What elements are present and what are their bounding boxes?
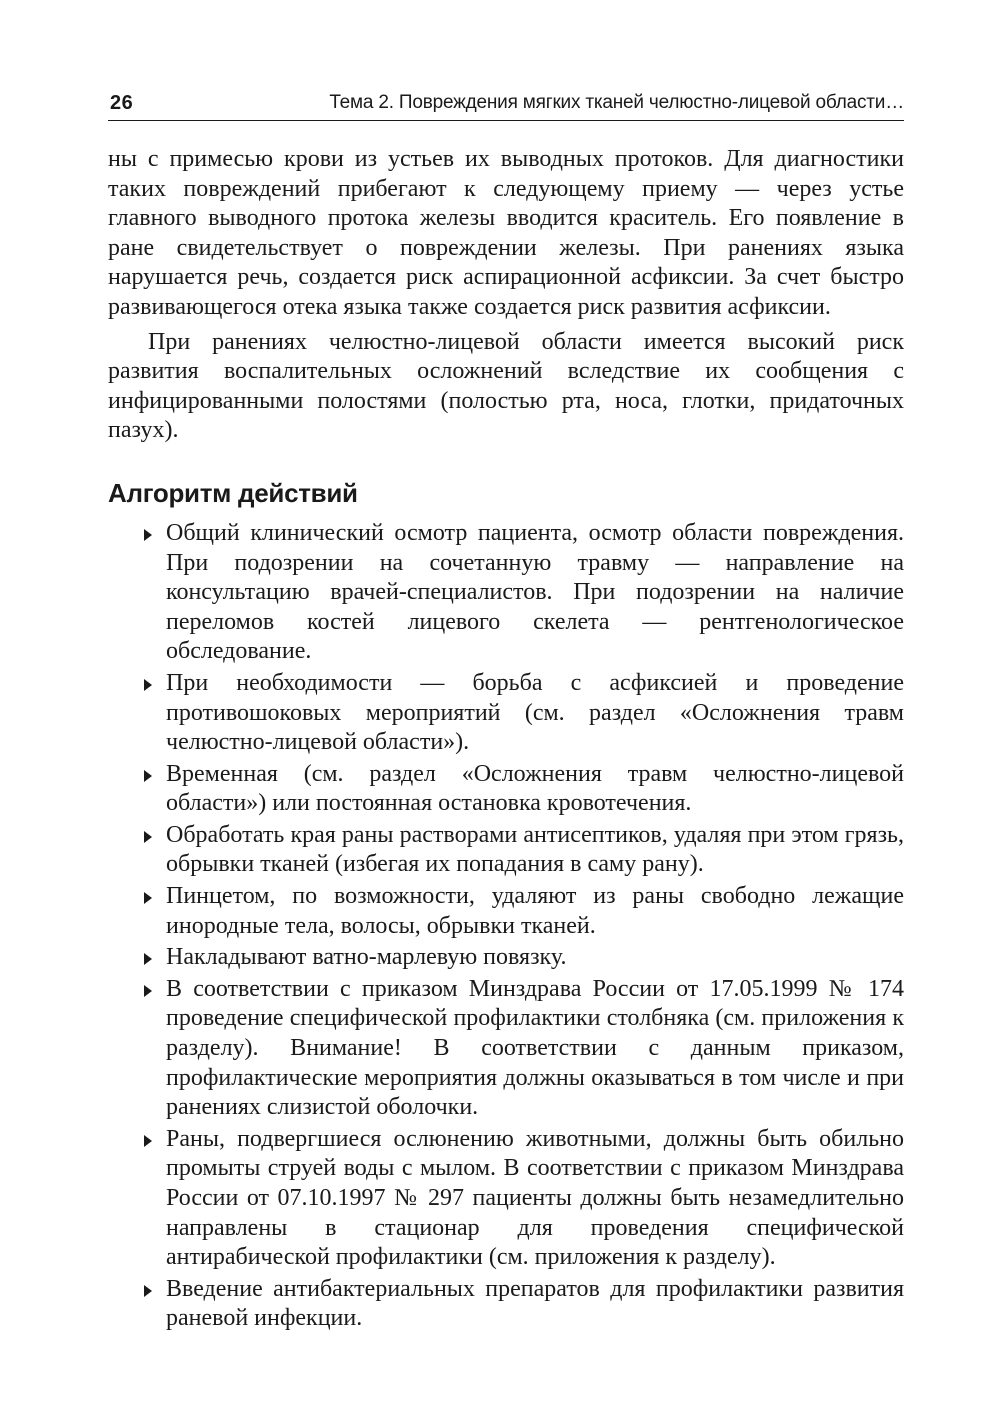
triangle-right-icon xyxy=(144,831,152,843)
body-paragraph: ны с примесью крови из устьев их выводных протоков. Для диагностики таких повреждений прибегают к следующему приему — через устье главного выводного протока железы вводится краситель. Его появление в ране свидетельствует о повреждении железы. При ранениях языка нарушается речь, создается риск аспирационной асфиксии. За счет быстро развивающегося отека языка также создается риск развития асфиксии. xyxy=(108,146,904,320)
list-item xyxy=(108,821,904,880)
list-item-text: Временная (см. раздел «Осложнения травм челюстно-лицевой области») или постоянная остановка кровотечения. xyxy=(166,760,904,817)
triangle-right-icon xyxy=(144,953,152,965)
triangle-right-icon xyxy=(144,892,152,904)
list-item xyxy=(108,882,904,941)
list-item-text: Раны, подвергшиеся ослюнению животными, должны быть обильно промыты струей воды с мылом. В соответствии с приказом Минздрава России от 07.10.1997 № 297 пациенты должны быть незамедлительно направлены в стационар для проведения специфической антирабической профилактики (см. приложения к разделу). xyxy=(166,1125,904,1271)
list-item-text: Общий клинический осмотр пациента, осмотр области повреждения. При подозрении на сочетанную травму — направление на консультацию врачей-специалистов. При подозрении на наличие переломов костей лицевого скелета — рентгенологическое обследование. xyxy=(166,519,904,665)
list-item xyxy=(108,760,904,819)
list-item-text: Введение антибактериальных препаратов для профилактики развития раневой инфекции. xyxy=(166,1275,904,1332)
triangle-right-icon xyxy=(144,1135,152,1147)
triangle-right-icon xyxy=(144,529,152,541)
running-title: Тема 2. Повреждения мягких тканей челюстно-лицевой области… xyxy=(329,92,904,113)
page-number: 26 xyxy=(110,92,134,114)
body-paragraph: При ранениях челюстно-лицевой области имеется высокий риск развития воспалительных осложнений вследствие их сообщения с инфицированными полостями (полостью рта, носа, глотки, придаточных пазух). xyxy=(108,328,904,444)
list-item xyxy=(108,1275,904,1334)
list-item-text: Пинцетом, по возможности, удаляют из раны свободно лежащие инородные тела, волосы, обрывки тканей. xyxy=(166,883,904,939)
page-body xyxy=(108,145,904,1336)
list-item xyxy=(108,669,904,758)
page-header xyxy=(108,88,904,121)
section-heading: Алгоритм действий xyxy=(108,477,358,508)
list-item xyxy=(108,1125,904,1273)
list-item xyxy=(108,975,904,1123)
triangle-right-icon xyxy=(144,985,152,997)
list-item-text: При необходимости — борьба с асфиксией и проведение противошоковых мероприятий (см. раздел «Осложнения травм челюстно-лицевой области»). xyxy=(166,669,904,756)
list-item xyxy=(108,519,904,667)
algorithm-list xyxy=(108,519,904,1334)
triangle-right-icon xyxy=(144,770,152,782)
list-item-text: Обработать края раны растворами антисептиков, удаляя при этом грязь, обрывки тканей (избегая их попадания в саму рану). xyxy=(166,821,904,878)
triangle-right-icon xyxy=(144,679,152,691)
triangle-right-icon xyxy=(144,1285,152,1297)
list-item-text: Накладывают ватно-марлевую повязку. xyxy=(166,944,567,971)
list-item xyxy=(108,943,904,973)
list-item-text: В соответствии с приказом Минздрава России от 17.05.1999 № 174 проведение специфической профилактики столбняка (см. приложения к разделу). Внимание! В соответствии с данным приказом, профилактические мероприятия должны оказываться в том числе и при ранениях слизистой оболочки. xyxy=(166,975,904,1121)
